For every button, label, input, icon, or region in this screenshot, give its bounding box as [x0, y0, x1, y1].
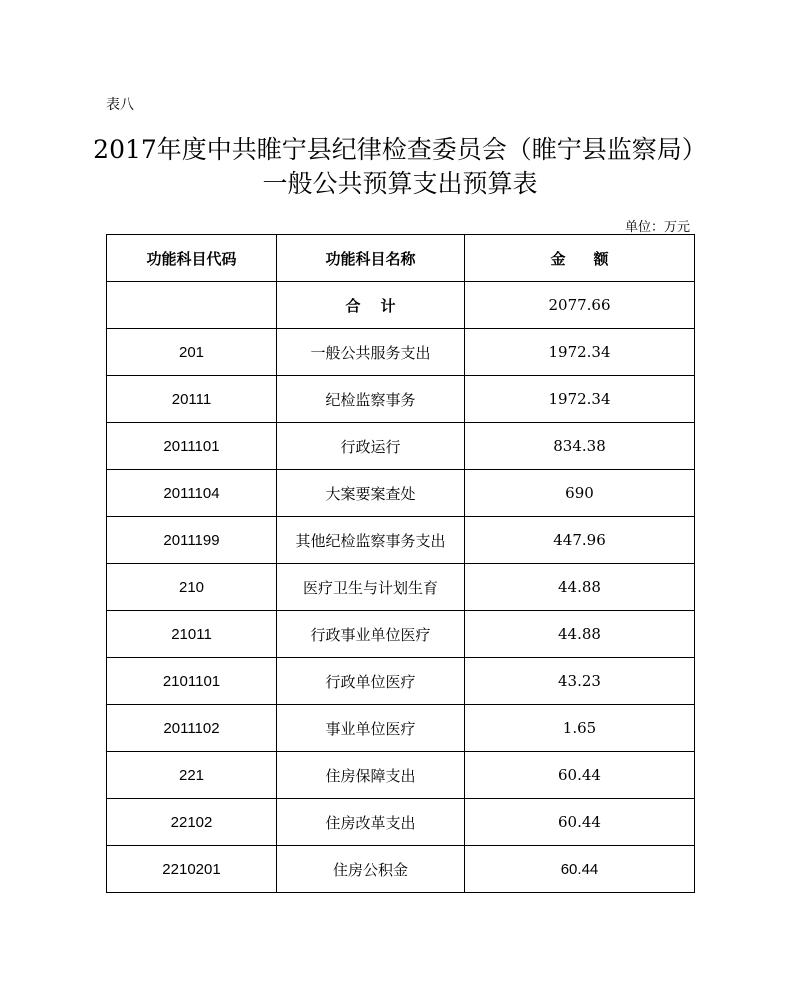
row-code-cell: 201 — [107, 329, 277, 376]
table-row — [107, 329, 695, 376]
row-amount-cell: 1972.34 — [465, 329, 695, 376]
table-row — [107, 470, 695, 517]
budget-table — [106, 234, 695, 893]
row-name-cell: 行政运行 — [277, 423, 465, 470]
row-name-cell: 大案要案查处 — [277, 470, 465, 517]
row-code-cell: 2011104 — [107, 470, 277, 517]
row-amount-cell: 60.44 — [465, 846, 695, 893]
table-header-row — [107, 235, 695, 282]
table-row — [107, 564, 695, 611]
row-amount-cell: 60.44 — [465, 752, 695, 799]
table-row — [107, 376, 695, 423]
table-number-label: 表八 — [106, 97, 134, 113]
row-amount-cell: 447.96 — [465, 517, 695, 564]
row-amount-cell: 60.44 — [465, 799, 695, 846]
row-name-cell: 行政单位医疗 — [277, 658, 465, 705]
table-row — [107, 752, 695, 799]
row-amount-cell: 1972.34 — [465, 376, 695, 423]
row-name-cell: 一般公共服务支出 — [277, 329, 465, 376]
row-amount-cell: 1.65 — [465, 705, 695, 752]
total-amount-cell: 2077.66 — [465, 282, 695, 329]
table-row — [107, 423, 695, 470]
row-name-cell: 行政事业单位医疗 — [277, 611, 465, 658]
row-amount-cell: 834.38 — [465, 423, 695, 470]
table-row — [107, 517, 695, 564]
total-row — [107, 282, 695, 329]
row-name-cell: 其他纪检监察事务支出 — [277, 517, 465, 564]
row-code-cell: 2011199 — [107, 517, 277, 564]
row-name-cell: 纪检监察事务 — [277, 376, 465, 423]
row-name-cell: 住房公积金 — [277, 846, 465, 893]
table-row — [107, 799, 695, 846]
row-code-cell: 2011102 — [107, 705, 277, 752]
row-code-cell: 21011 — [107, 611, 277, 658]
document-title-line1: 2017年度中共睢宁县纪律检查委员会（睢宁县监察局） — [93, 135, 707, 164]
row-name-cell: 事业单位医疗 — [277, 705, 465, 752]
row-code-cell: 2210201 — [107, 846, 277, 893]
header-amount: 金额 — [465, 235, 695, 282]
row-amount-cell: 43.23 — [465, 658, 695, 705]
row-amount-cell: 690 — [465, 470, 695, 517]
row-amount-cell: 44.88 — [465, 564, 695, 611]
row-code-cell: 221 — [107, 752, 277, 799]
table-row — [107, 705, 695, 752]
unit-label: 单位：万元 — [624, 220, 690, 235]
total-label-cell: 合计 — [277, 282, 465, 329]
row-code-cell: 210 — [107, 564, 277, 611]
row-name-cell: 住房改革支出 — [277, 799, 465, 846]
row-code-cell: 2011101 — [107, 423, 277, 470]
row-name-cell: 医疗卫生与计划生育 — [277, 564, 465, 611]
row-code-cell: 2101101 — [107, 658, 277, 705]
header-code: 功能科目代码 — [107, 235, 277, 282]
header-name: 功能科目名称 — [277, 235, 465, 282]
row-code-cell: 22102 — [107, 799, 277, 846]
row-name-cell: 住房保障支出 — [277, 752, 465, 799]
table-row — [107, 611, 695, 658]
total-code-cell — [107, 282, 277, 329]
table-row — [107, 658, 695, 705]
document-title-line2: 一般公共预算支出预算表 — [262, 169, 538, 198]
table-row — [107, 846, 695, 893]
row-code-cell: 20111 — [107, 376, 277, 423]
row-amount-cell: 44.88 — [465, 611, 695, 658]
